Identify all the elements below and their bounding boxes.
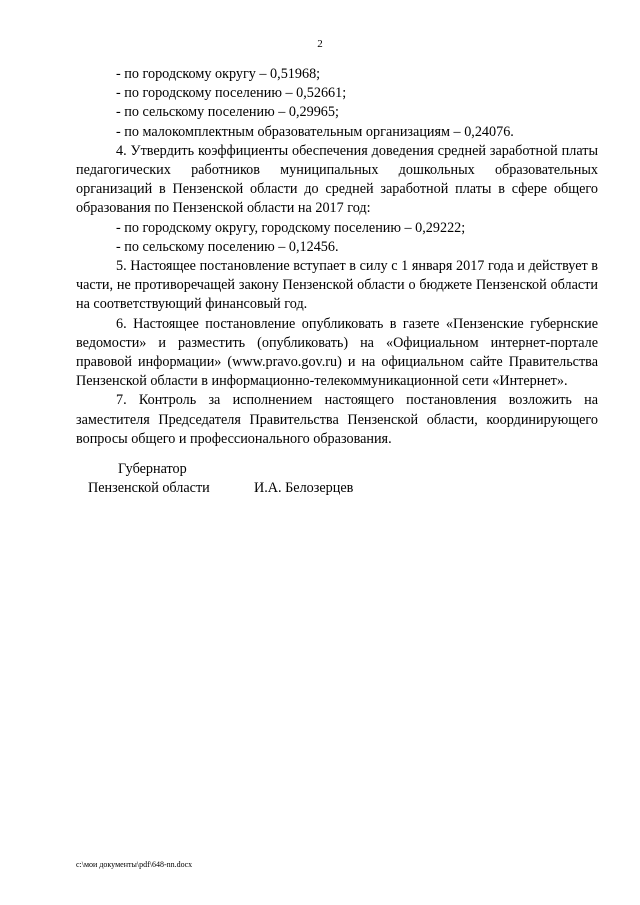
paragraph-item-6: 6. Настоящее постановление опубликовать в газете «Пензенские губернские ведомости» и разместить (опубликовать) на «Официальном интернет-портале правовой информации» (www.pravo.gov.ru) и на официальном сайте Правительства Пензенской области в информационно-телекоммуникационной сети «Интернет». [76,315,598,390]
document-body [76,65,598,449]
paragraph-item-7: 7. Контроль за исполнением настоящего постановления возложить на заместителя Председателя Правительства Пензенской области, координирующего вопросы общего и профессионального образования. [76,392,598,447]
paragraph-urban-settlement: - по городскому поселению – 0,52661; [116,85,347,102]
paragraph-small-schools: - по малокомплектным образовательным организациям – 0,24076. [116,123,514,140]
paragraph-city-district: - по городскому округу – 0,51968; [116,66,321,82]
paragraph-rural-settlement: - по сельскому поселению – 0,29965; [116,104,339,121]
signatory-name: И.А. Белозерцев [254,480,354,496]
paragraph-item-5: 5. Настоящее постановление вступает в силу с 1 января 2017 года и действует в части, не противоречащей закону Пензенской области о бюджете Пензенской области на соответствующий финансовый год. [76,258,598,313]
paragraph-item-4: 4. Утвердить коэффициенты обеспечения доведения средней заработной платы педагогических работников муниципальных дошкольных образовательных организаций в Пензенской области до средней заработной платы в сфере общего образования по Пензенской области на 2017 год: [76,142,598,217]
footer-file-path: c:\мои документы\pdf\648-nn.docx [76,860,193,869]
page-number: 2 [317,38,323,50]
signatory-title-line1: Губернатор [118,461,187,477]
paragraph-item-4-rural: - по сельскому поселению – 0,12456. [116,238,339,255]
paragraph-item-4-city: - по городскому округу, городскому поселению – 0,29222; [116,219,466,236]
signatory-title-line2: Пензенской области [88,480,210,496]
